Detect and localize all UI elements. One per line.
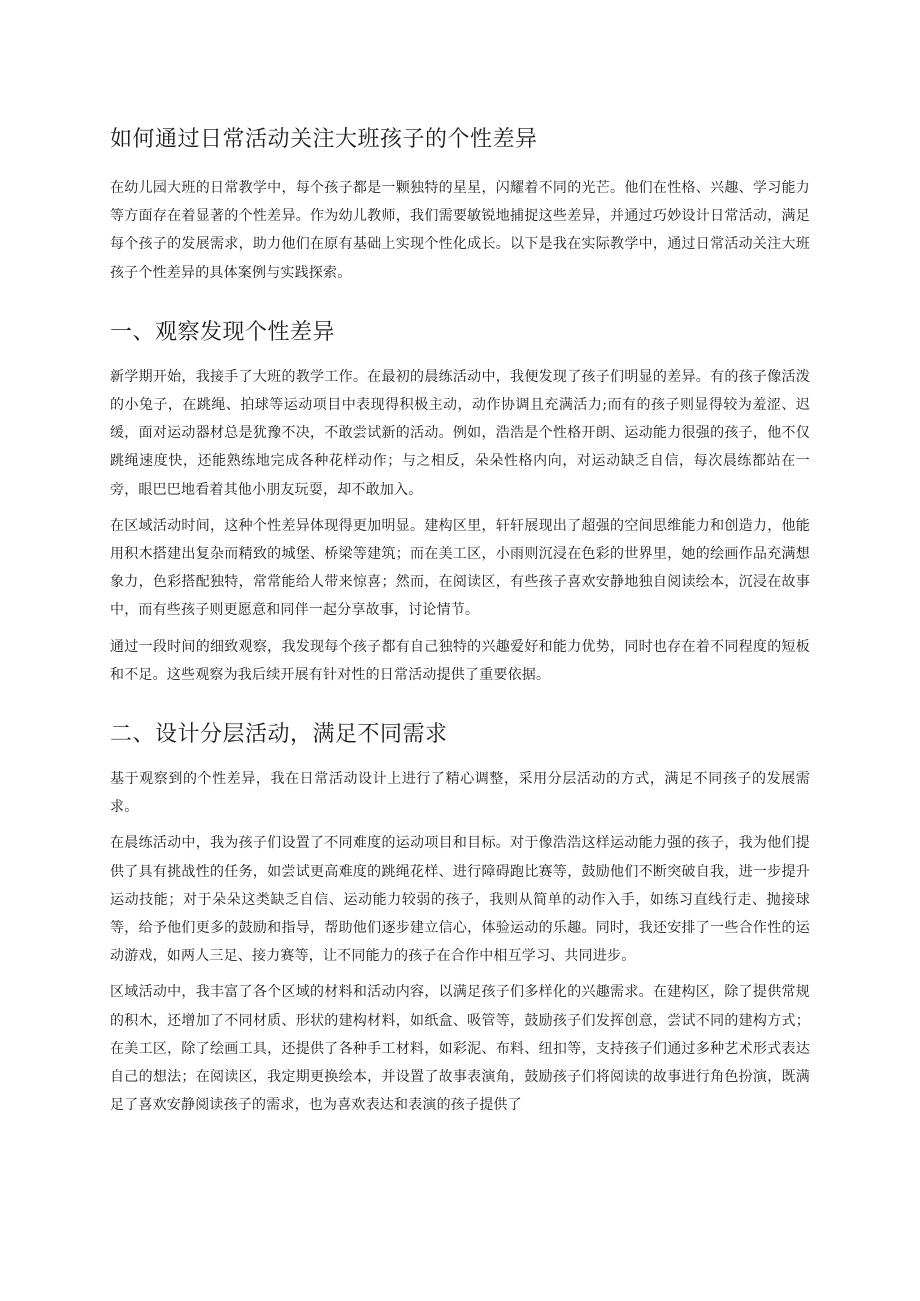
document-page [110, 120, 810, 1127]
section-design [110, 715, 810, 1119]
intro-paragraph: 在幼儿园大班的日常教学中，每个孩子都是一颗独特的星星，闪耀着不同的光芒。他们在性格、兴趣、学习能力等方面存在着显著的个性差异。作为幼儿教师，我们需要敏锐地捕捉这些差异，并通过巧妙设计日常活动，满足每个孩子的发展需求，助力他们在原有基础上实现个性化成长。以下是我在实际教学中，通过日常活动关注大班孩子个性差异的具体案例与实践探索。 [110, 180, 810, 281]
section-paragraph: 在区域活动时间，这种个性差异体现得更加明显。建构区里，轩轩展现出了超强的空间思维能力和创造力，他能用积木搭建出复杂而精致的城堡、桥梁等建筑；而在美工区，小雨则沉浸在色彩的世界里，她的绘画作品充满想象力，色彩搭配独特，常常能给人带来惊喜；然而，在阅读区，有些孩子喜欢安静地独自阅读绘本，沉浸在故事中，而有些孩子则更愿意和同伴一起分享故事，讨论情节。 [110, 517, 810, 619]
section-paragraph: 新学期开始，我接手了大班的教学工作。在最初的晨练活动中，我便发现了孩子们明显的差异。有的孩子像活泼的小兔子，在跳绳、拍球等运动项目中表现得积极主动，动作协调且充满活力;而有的孩子则显得较为羞涩、迟缓，面对运动器材总是犹豫不决，不敢尝试新的活动。例如，浩浩是个性格开朗、运动能力很强的孩子，他不仅跳绳速度快，还能熟练地完成各种花样动作；与之相反，朵朵性格内向，对运动缺乏自信，每次晨练都站在一旁，眼巴巴地看着其他小朋友玩耍，却不敢加入。 [110, 368, 810, 498]
section-heading: 一、观察发现个性差异 [110, 319, 336, 345]
section-paragraph: 通过一段时间的细致观察，我发现每个孩子都有自己独特的兴趣爱好和能力优势，同时也存在着不同程度的短板和不足。这些观察为我后续开展有针对性的日常活动提供了重要依据。 [110, 638, 810, 683]
section-paragraph: 区域活动中，我丰富了各个区域的材料和活动内容，以满足孩子们多样化的兴趣需求。在建构区，除了提供常规的积木，还增加了不同材质、形状的建构材料，如纸盒、吸管等，鼓励孩子们发挥创意，尝试不同的建构方式；在美工区，除了绘画工具，还提供了各种手工材料，如彩泥、布料、纽扣等，支持孩子们通过多种艺术形式表达自己的想法；在阅读区，我定期更换绘本，并设置了故事表演角，鼓励孩子们将阅读的故事进行角色扮演，既满足了喜欢安静阅读孩子的需求，也为喜欢表达和表演的孩子提供了 [110, 984, 810, 1114]
section-paragraph: 在晨练活动中，我为孩子们设置了不同难度的运动项目和目标。对于像浩浩这样运动能力强的孩子，我为他们提供了具有挑战性的任务，如尝试更高难度的跳绳花样、进行障碍跑比赛等，鼓励他们不断突破自我，进一步提升运动技能；对于朵朵这类缺乏自信、运动能力较弱的孩子，我则从简单的动作入手，如练习直线行走、抛接球等，给予他们更多的鼓励和指导，帮助他们逐步建立信心，体验运动的乐趣。同时，我还安排了一些合作性的运动游戏，如两人三足、接力赛等，让不同能力的孩子在合作中相互学习、共同进步。 [110, 835, 810, 965]
document-title: 如何通过日常活动关注大班孩子的个性差异 [110, 127, 538, 152]
section-paragraph: 基于观察到的个性差异，我在日常活动设计上进行了精心调整，采用分层活动的方式，满足不同孩子的发展需求。 [110, 771, 810, 816]
section-heading: 二、设计分层活动，满足不同需求 [110, 722, 448, 748]
section-observe [110, 313, 810, 689]
